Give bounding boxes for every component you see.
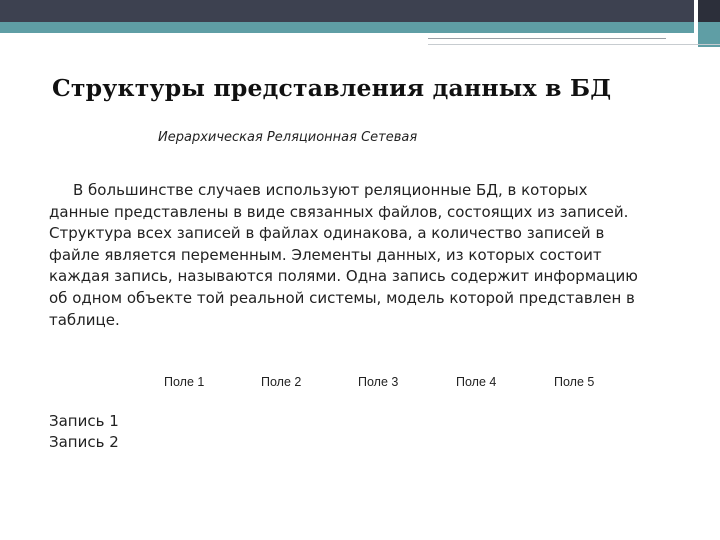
table-header-row [0,375,720,393]
field-header-5: Поле 5 [554,375,595,389]
record-label-1: Запись 1 [49,412,119,430]
slide-subtitle: Иерархическая Реляционная Сетевая [158,130,418,145]
decorative-rule-1 [428,38,666,39]
slide-header-bar [0,0,720,22]
decorative-rule-2 [428,44,720,45]
slide-accent-band [0,22,720,33]
slide-header-separator [694,0,698,47]
slide-title: Структуры представления данных в БД [52,74,612,102]
field-header-3: Поле 3 [358,375,399,389]
body-paragraph-text: В большинстве случаев используют реляционные БД, в которых данные представлены в виде связанных файлов, состоящих из записей. Структура всех записей в файлах одинакова, а количество записей в файле является переменным. Элементы данных, из которых состоит каждая запись, называются полями. Одна запись содержит информацию об одном объекте той реальной системы, модель которой представлен в таблице. [49,181,638,329]
record-label-2: Запись 2 [49,433,119,451]
field-header-1: Поле 1 [164,375,205,389]
field-header-2: Поле 2 [261,375,302,389]
table-records [49,411,119,453]
field-header-4: Поле 4 [456,375,497,389]
body-paragraph [49,180,649,331]
